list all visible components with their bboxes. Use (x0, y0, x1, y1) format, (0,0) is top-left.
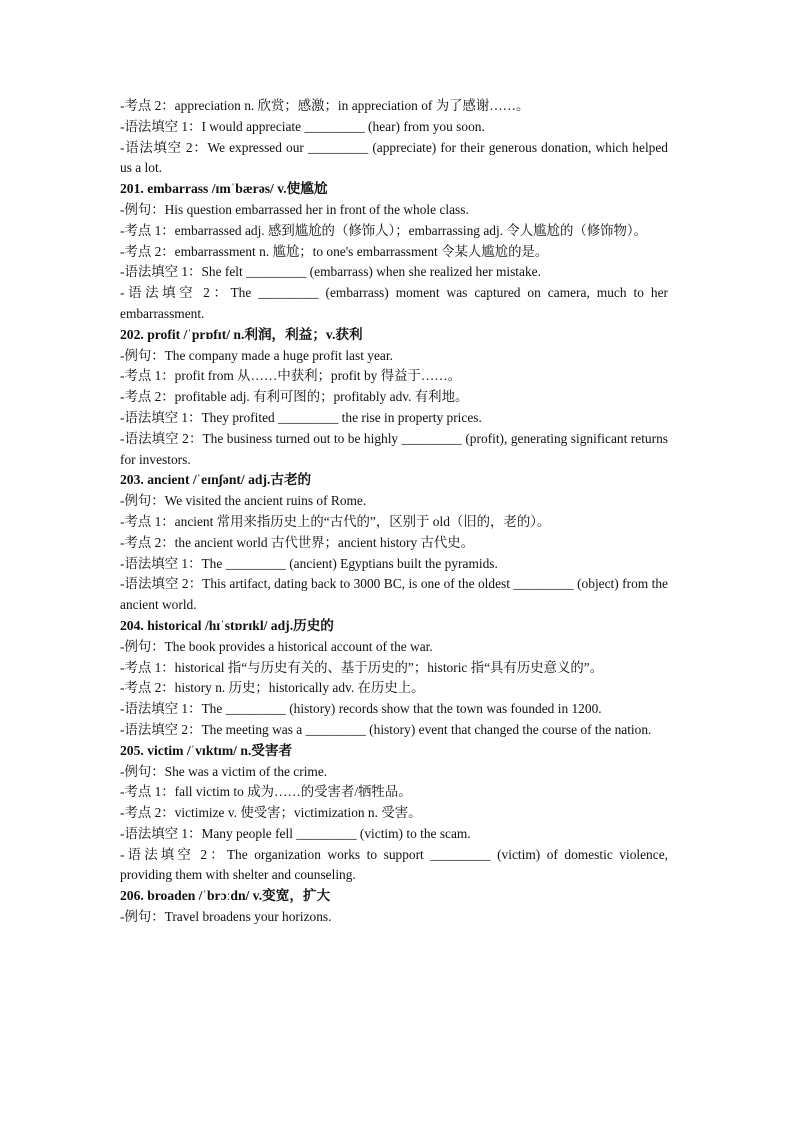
entry-line: -考点 2：history n. 历史；historically adv. 在历史上。 (120, 680, 425, 696)
entry-line: -语法填空 2：The organization works to support _________ (victim) of domestic violence, providing them with shelter and counseling. (120, 846, 668, 883)
entry-line: -例句：We visited the ancient ruins of Rome. (120, 493, 367, 509)
entry-line: -考点 1：ancient 常用来指历史上的“古代的”，区别于 old（旧的，老的）。 (120, 513, 551, 529)
entry-line: -考点 1：embarrassed adj. 感到尴尬的（修饰人）；embarrassing adj. 令人尴尬的（修饰物）。 (120, 222, 647, 238)
entry-line: -考点 2：the ancient world 古代世界；ancient history 古代史。 (120, 534, 475, 550)
entry-line: -语法填空 2：The _________ (embarrass) moment was captured on camera, much to her embarrassment. (120, 285, 668, 321)
entry-line: -例句：The company made a huge profit last year. (120, 347, 393, 363)
entry-line: -例句：His question embarrassed her in front of the whole class. (120, 201, 469, 217)
entry-heading: 202. profit /ˈprɒfɪt/ n.利润，利益；v.获利 (120, 326, 363, 342)
entry-line: -例句：The book provides a historical account of the war. (120, 638, 433, 654)
entry-heading: 201. embarrass /ɪmˈbærəs/ v.使尴尬 (120, 181, 328, 197)
entry-heading: 206. broaden /ˈbrɔːdn/ v.变宽，扩大 (120, 888, 331, 904)
entry-line: -例句：Travel broadens your horizons. (120, 909, 332, 925)
entry-line: -考点 2：embarrassment n. 尴尬；to one's embarrassment 令某人尴尬的是。 (120, 243, 549, 259)
entry-line: -语法填空 1：The _________ (history) records show that the town was founded in 1200. (120, 701, 602, 717)
entry-line: -语法填空 2：The meeting was a _________ (history) event that changed the course of the nation. (120, 721, 652, 737)
entry-line: -语法填空 2：We expressed our _________ (appreciate) for their generous donation, which helped us a lot. (120, 139, 668, 176)
entry-line: -语法填空 2：This artifact, dating back to 3000 BC, is one of the oldest _________ (object) from the ancient world. (120, 576, 668, 613)
entry-line: -语法填空 1：The _________ (ancient) Egyptians built the pyramids. (120, 555, 498, 571)
entry-line: -语法填空 1：I would appreciate _________ (hear) from you soon. (120, 118, 485, 134)
entry-line: -考点 2：appreciation n. 欣赏；感激；in appreciation of 为了感谢……。 (120, 98, 530, 113)
entry-line: -语法填空 1：Many people fell _________ (victim) to the scam. (120, 825, 471, 841)
entry-line: -语法填空 1：She felt _________ (embarrass) when she realized her mistake. (120, 264, 541, 280)
entry-line: -考点 1：profit from 从……中获利；profit by 得益于……。 (120, 368, 462, 384)
entry-line: -例句：She was a victim of the crime. (120, 763, 328, 779)
entry-line: -考点 1：fall victim to 成为……的受害者/牺牲品。 (120, 784, 412, 800)
entry-line: -考点 1：historical 指“与历史有关的、基于历史的”；historic 指“具有历史意义的”。 (120, 659, 604, 675)
entry-heading: 203. ancient /ˈeɪnʃənt/ adj.古老的 (120, 472, 312, 488)
entry-line: -语法填空 2：The business turned out to be highly _________ (profit), generating significant returns for investors. (120, 430, 668, 467)
entry-line: -考点 2：victimize v. 使受害；victimization n. 受害。 (120, 805, 422, 821)
document-body (120, 96, 668, 928)
entry-heading: 204. historical /hɪˈstɒrɪkl/ adj.历史的 (120, 617, 334, 633)
entry-heading: 205. victim /ˈvɪktɪm/ n.受害者 (120, 742, 293, 758)
entry-line: -考点 2：profitable adj. 有利可图的；profitably adv. 有利地。 (120, 389, 469, 405)
entry-line: -语法填空 1：They profited _________ the rise in property prices. (120, 409, 482, 425)
